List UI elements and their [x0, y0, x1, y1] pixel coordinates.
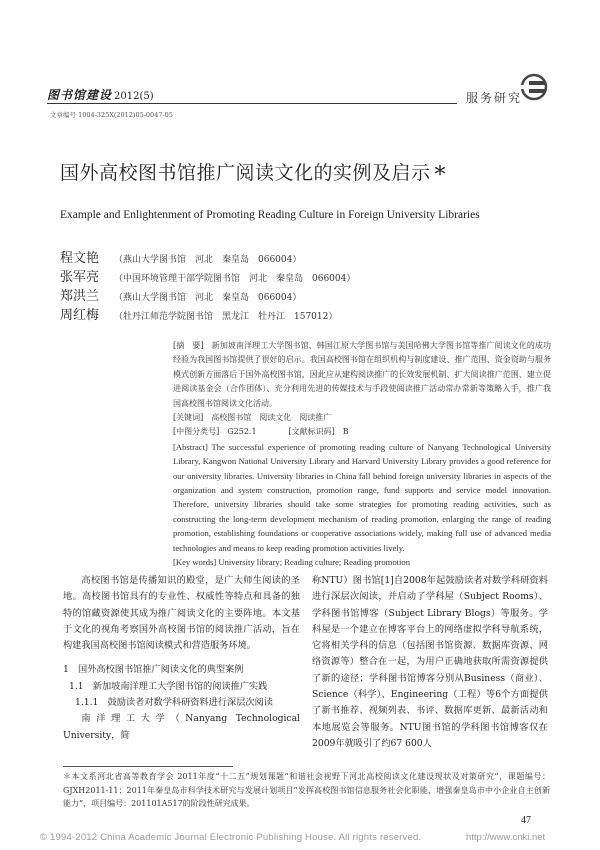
author-affiliation: （牡丹江师范学院图书馆 黑龙江 牡丹江 157012）: [114, 312, 338, 322]
author-row: [60, 304, 337, 323]
author-name: 周红梅: [60, 308, 100, 323]
section-label: 服务研究: [466, 91, 523, 105]
body-paragraph: 称NTU）图书馆[1]自2008年起鼓励读者对数学科研资料进行深层次阅读，并启动了学科屋（Subject Rooms）、学科图书馆博客（Subject Library Blogs）等服务。学科屋是一个建立在博客平台上的网络虚拟学科导航系统，它将相关学科的信息（包括图书馆资源、数据库资源、网络资源等）整合在一起，为用户正确地获取所需资源提供了新的途径；学科图书馆博客分别从Business（商业）、Science（科学）、Engineering（工程）等6个方面提供了新书推荐、视频列表、书评、数据库更新、最新活动和本地展览会等服务。NTU图书馆的学科图书馆博客仅在2009年就吸引了约67 600人: [312, 575, 548, 749]
abstract-en: [173, 440, 551, 555]
article-title-cn: 国外高校图书馆推广阅读文化的实例及启示 *: [60, 162, 447, 188]
abstract-cn: [173, 339, 551, 411]
author-name: 郑洪兰: [60, 289, 100, 304]
author-affiliation: （燕山大学图书馆 河北 秦皇岛 066004）: [114, 293, 302, 303]
keywords-cn-text: 高校图书馆 阅读文化 阅读推广: [211, 413, 332, 423]
author-affiliation: （燕山大学图书馆 河北 秦皇岛 066004）: [114, 255, 302, 265]
section-heading-1: 1 国外高校图书馆推广阅读文化的典型案例: [63, 664, 244, 676]
author-row: [60, 247, 301, 266]
title-footnote-star: *: [434, 163, 447, 188]
footnote-rule: [63, 766, 233, 767]
article-title-en: Example and Enlightenment of Promoting Reading Culture in Foreign University Libraries: [60, 209, 480, 221]
body-paragraph: 南洋理工大学（Nanyang Technological University，简: [63, 713, 300, 741]
body-right-column: [312, 573, 548, 752]
section-heading-1-1-1: 1.1.1 鼓励读者对数学科研资料进行深层次阅读: [75, 697, 273, 709]
keywords-en: [173, 555, 551, 569]
abstract-en-text: The successful experience of promoting reading culture of Nanyang Technological University Library, Kangwon National University Library and Harvard University Library provides a good reference for our university libraries. University libraries in China fall behind foreign university libraries in aspects of the organization and system construction, promotion range, fund supports and service model innovation. Therefore, university libraries should take some strategies for promoting reading activities, such as constructing the long-term development mechanism of reading promotion, enlarging the range of reading promotion, establishing foundations or cooperative associations widely, making full use of advanced media technologies and means to keep reading promotion activities lively.: [173, 441, 552, 553]
intro-paragraph: 高校图书馆是传播知识的殿堂，是广大师生阅读的圣地。高校图书馆具有的专业性、权威性等特点和具备的独特的馆藏资源使其成为推广阅读文化的主要阵地。本文基于文化的视角考察国外高校图书馆的阅读推广活动，旨在构建我国高校图书馆阅读模式和营造服务环境。: [63, 575, 300, 652]
author-row: [60, 266, 355, 285]
author-name: 程文艳: [60, 251, 100, 266]
abstract-en-label: [Abstract]: [173, 441, 208, 452]
header-rule: [47, 103, 457, 104]
abstract-cn-text: 新加坡南洋理工大学图书馆、韩国江原大学图书馆与美国哈佛大学图书馆等推广阅读文化的成功经验为我国图书馆提供了很好的启示。我国高校图书馆在组织机构与制度建设、推广范围、资金资助与服务模式创新方面落后于国外高校图书馆，因此应从建构阅读推广的长效发展机制、扩大阅读推广范围、建立促进阅读基金会（合作团体）、充分利用先进的传媒技术与手段使阅读推广活动常办常新等策略入手，推广我国高校图书馆阅读文化活动。: [173, 341, 552, 408]
author-affiliation: （中国环境管理干部学院图书馆 河北 秦皇岛 066004）: [114, 274, 356, 284]
author-row: [60, 285, 301, 304]
keywords-en-label: [Key words]: [173, 557, 217, 568]
keywords-en-text: University library; Reading culture; Reading promotion: [218, 557, 411, 568]
doc-code: B: [342, 427, 349, 437]
author-name: 张军亮: [60, 270, 100, 285]
site-url: http://www.cnki.net: [466, 832, 546, 843]
abstract-block: [173, 339, 551, 570]
keywords-cn-label: [关键词]: [173, 413, 204, 423]
footnote: ＊本文系河北省高等教育学会 2011年度“十二五”规划课题“和谐社会视野下河北高校阅读文化建设现状及对策研究”，课题编号：GJXH2011-11；2011年秦皇岛市科学技术研究与发展计划项目“发挥高校图书馆信息服务社会化职能，增强秦皇岛市中小企业自主创新能力”，项目编号：201101A517的阶段性研究成果。: [63, 772, 550, 808]
journal-issue: 2012(5): [114, 91, 154, 102]
journal-name: 图书馆建设 2012(5): [47, 88, 154, 102]
keywords-cn: [173, 411, 551, 425]
abstract-cn-label: [摘 要]: [173, 341, 204, 350]
doc-code-label: [文献标识码]: [288, 427, 335, 437]
classification-line: [173, 425, 551, 439]
article-id: 文章编号 1004-325X(2012)05-0047-05: [50, 111, 173, 119]
copyright-notice: © 1994-2012 China Academic Journal Electronic Publishing House. All rights reserved.: [40, 832, 422, 843]
body-left-column: [63, 573, 300, 744]
page-number: 47: [521, 815, 531, 826]
clc-code: G252.1: [227, 427, 257, 437]
section-heading-1-1: 1.1 新加坡南洋理工大学图书馆的阅读推广实践: [69, 680, 268, 692]
journal-logo-icon: [515, 72, 553, 102]
clc-label: [中图分类号]: [173, 427, 220, 437]
